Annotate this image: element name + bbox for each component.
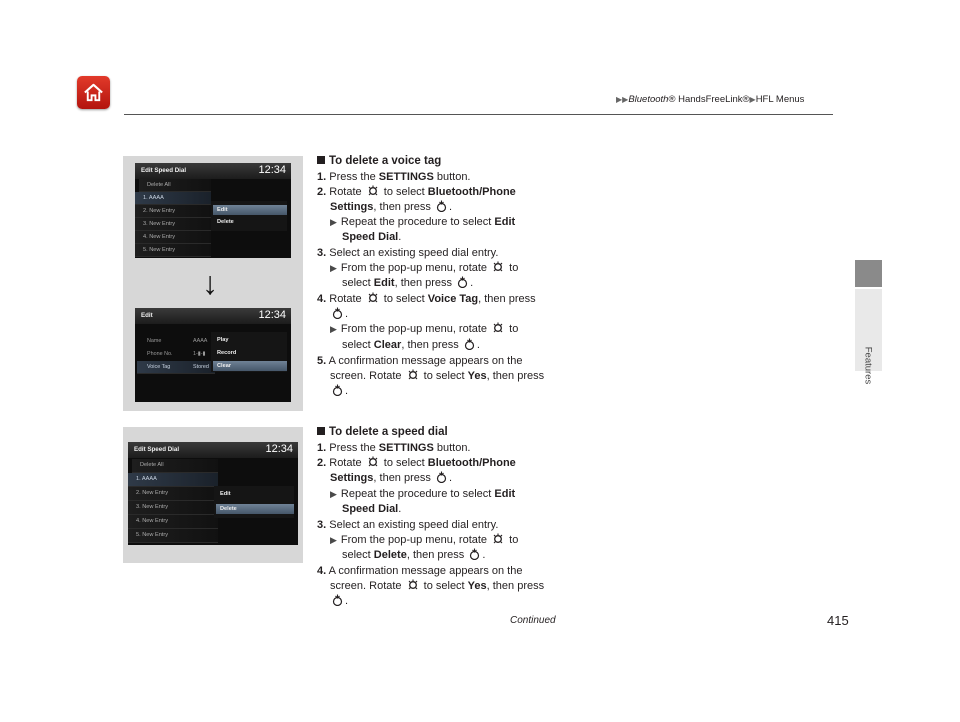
enter-button-icon (469, 548, 480, 560)
enter-button-icon (332, 307, 343, 319)
step-5: 5. A confirmation message appears on the (317, 355, 523, 367)
screen-clock: 12:34 (258, 309, 286, 321)
continued-label: Continued (510, 615, 556, 626)
breadcrumb: ▶▶Bluetooth® HandsFreeLink®▶HFL Menus (616, 94, 805, 105)
step-2-note-line-2: Speed Dial. (342, 231, 402, 243)
step-4-line-3: . (330, 594, 348, 609)
edit-speed-dial-screen (135, 163, 291, 258)
interface-dial-icon (492, 261, 504, 273)
popup-menu (211, 332, 287, 372)
list-item: 2. New Entry (128, 487, 218, 501)
step-2-line-2: Settings, then press . (330, 201, 453, 213)
popup-item-delete: Delete (217, 219, 234, 225)
popup-item-record: Record (217, 350, 237, 356)
list-item: Delete All (132, 459, 218, 473)
interface-dial-icon (407, 369, 419, 381)
list-item: 3. New Entry (135, 218, 211, 231)
row-label-voice-tag: Voice Tag (147, 364, 171, 370)
step-2-note-line-2: Speed Dial. (342, 503, 402, 515)
breadcrumb-hfl[interactable]: ® HandsFreeLink® (668, 94, 750, 105)
interface-dial-icon (367, 456, 379, 468)
step-5-line-2: screen. Rotate to select Yes, then press (330, 370, 545, 382)
step-4: 4. A confirmation message appears on the (317, 565, 523, 577)
step-2: 2. Rotate to select Bluetooth/Phone (317, 457, 516, 469)
screen-title: Edit (141, 312, 153, 319)
step-4-line-2: . (330, 307, 348, 322)
step-2-note: ▶ Repeat the procedure to select Edit (330, 488, 516, 500)
step-4: 4. Rotate to select Voice Tag, then press (317, 293, 536, 305)
popup-menu (211, 201, 287, 231)
enter-button-icon (436, 471, 447, 483)
home-button[interactable] (77, 76, 110, 109)
side-tab-label[interactable]: Features (862, 346, 874, 385)
enter-button-icon (457, 276, 468, 288)
header-rule (124, 114, 833, 115)
list-item: 4. New Entry (128, 515, 218, 529)
step-3-note: ▶ From the pop-up menu, rotate to (330, 534, 519, 546)
list-item: Delete All (139, 179, 211, 192)
row-value-name: AAAA (193, 338, 208, 344)
step-4-note-line-2: select Clear, then press . (342, 339, 480, 351)
section-heading-voice-tag: To delete a voice tag (317, 154, 441, 169)
step-1: 1. Press the SETTINGS button. (317, 442, 471, 454)
popup-item-play: Play (217, 337, 229, 343)
home-icon (82, 81, 105, 104)
heading-bullet (317, 156, 325, 164)
page-number: 415 (827, 613, 849, 628)
popup-item-delete: Delete (216, 504, 294, 514)
list-item-selected: 1. AAAA (135, 192, 211, 205)
popup-item-edit: Edit (213, 205, 287, 215)
interface-dial-icon (367, 185, 379, 197)
interface-dial-icon (492, 322, 504, 334)
edit-speed-dial-screen-2 (128, 442, 298, 545)
step-3: 3. Select an existing speed dial entry. (317, 247, 499, 259)
step-3-note: ▶ From the pop-up menu, rotate to (330, 262, 519, 274)
enter-button-icon (332, 594, 343, 606)
edit-voice-tag-screen (135, 308, 291, 402)
row-value-phone: 1-▮-▮ (193, 351, 206, 357)
step-4-line-2: screen. Rotate to select Yes, then press (330, 580, 545, 592)
step-4-note: ▶ From the pop-up menu, rotate to (330, 323, 519, 335)
step-3-note-line-2: select Delete, then press . (342, 549, 486, 561)
step-2: 2. Rotate to select Bluetooth/Phone (317, 186, 516, 198)
screen-title-bar (128, 442, 298, 458)
interface-dial-icon (407, 579, 419, 591)
row-value-voice-tag: Stored (193, 364, 209, 370)
popup-menu (214, 486, 294, 518)
enter-button-icon (436, 200, 447, 212)
breadcrumb-bluetooth[interactable]: Bluetooth (628, 94, 669, 105)
row-label-name: Name (147, 338, 162, 344)
list-item-selected: 1. AAAA (128, 473, 218, 487)
list-item: 4. New Entry (135, 231, 211, 244)
interface-dial-icon (492, 533, 504, 545)
row-label-phone: Phone No. (147, 351, 173, 357)
step-3-note-line-2: select Edit, then press . (342, 277, 474, 289)
step-5-line-3: . (330, 384, 348, 399)
screen-clock: 12:34 (265, 443, 293, 455)
screen-clock: 12:34 (258, 164, 286, 176)
step-3: 3. Select an existing speed dial entry. (317, 519, 499, 531)
enter-button-icon (464, 338, 475, 350)
screen-title: Edit Speed Dial (141, 167, 187, 174)
popup-item-clear: Clear (213, 361, 287, 371)
screen-title: Edit Speed Dial (134, 446, 180, 453)
list-item: 3. New Entry (128, 501, 218, 515)
heading-bullet (317, 427, 325, 435)
enter-button-icon (332, 384, 343, 396)
down-arrow-icon: ↓ (202, 265, 218, 301)
side-tab-marker[interactable] (855, 260, 882, 287)
list-item: 5. New Entry (135, 244, 211, 257)
breadcrumb-hfl-menus[interactable]: HFL Menus (755, 94, 805, 105)
interface-dial-icon (367, 292, 379, 304)
list-item: 2. New Entry (135, 205, 211, 218)
step-2-line-2: Settings, then press . (330, 472, 453, 484)
list-item: 5. New Entry (128, 529, 218, 543)
popup-item-edit: Edit (220, 491, 231, 497)
step-1: 1. Press the SETTINGS button. (317, 171, 471, 183)
screen-title-bar (135, 163, 291, 179)
step-2-note: ▶ Repeat the procedure to select Edit (330, 216, 516, 228)
screen-title-bar (135, 308, 291, 324)
section-heading-speed-dial: To delete a speed dial (317, 425, 448, 440)
